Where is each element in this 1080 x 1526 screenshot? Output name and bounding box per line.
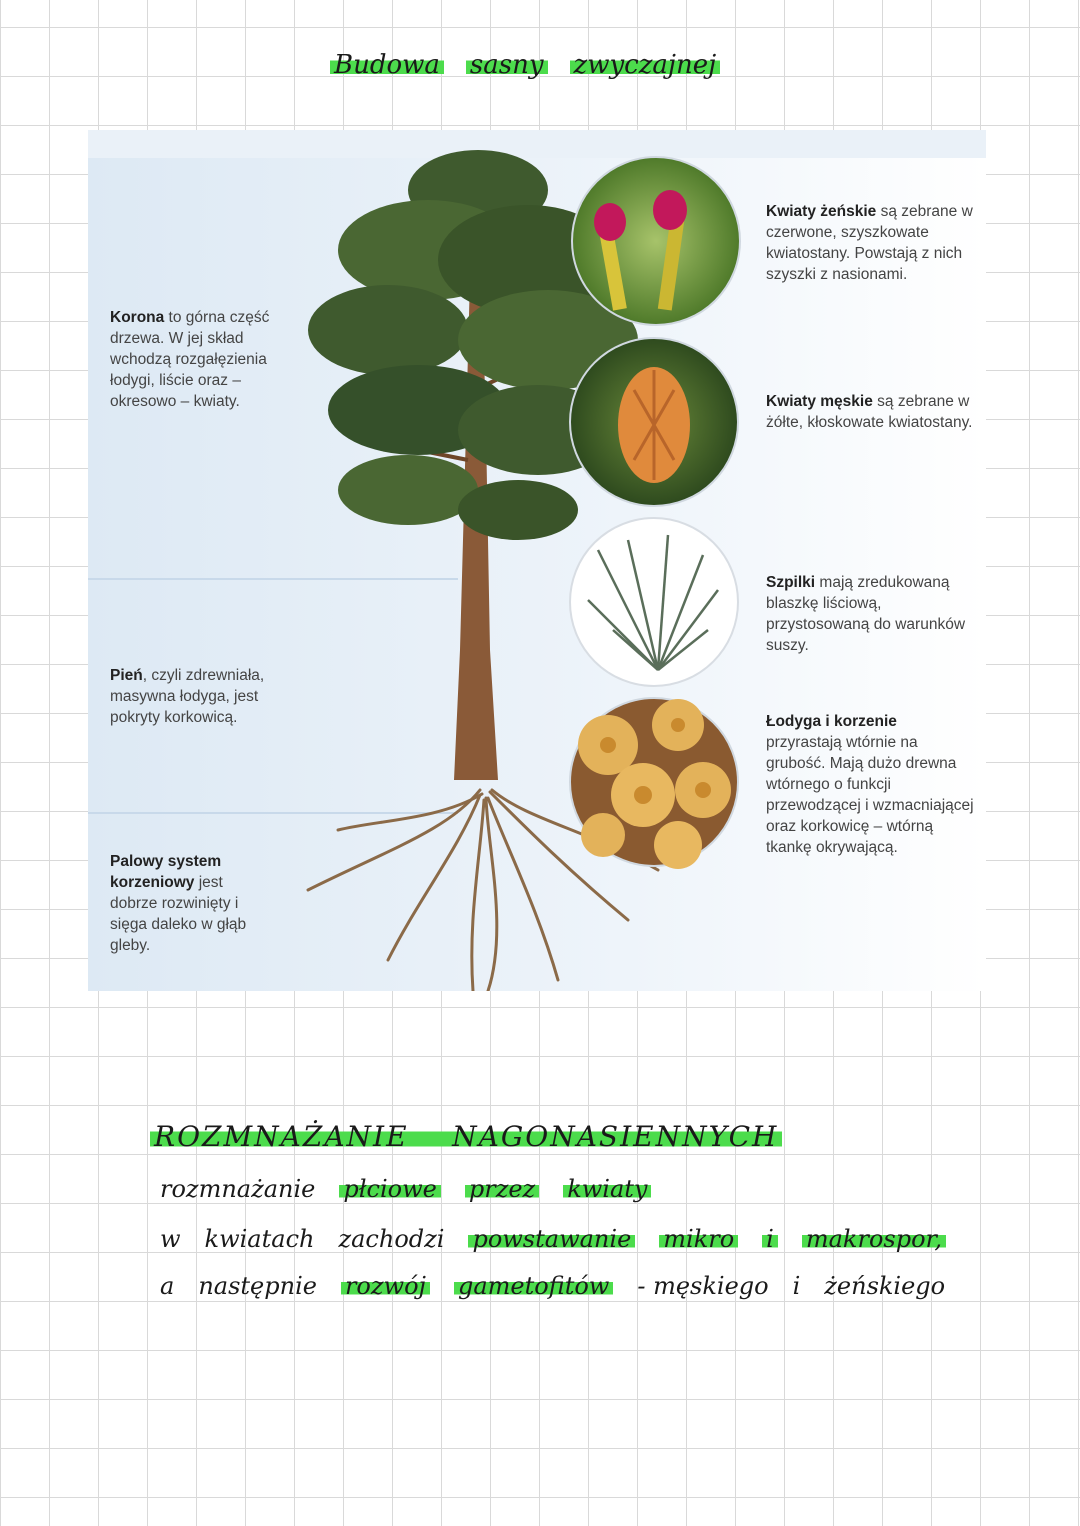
word: i: [792, 1272, 801, 1300]
logs-image: [570, 698, 738, 869]
caption-lodyga: Łodyga i korzenie przyrastają wtórnie na grubość. Mają dużo drewna wtórnego o funkcji przewodzącej i wzmacniającej oraz korkowicę – wtórną tkankę okrywającą.: [766, 713, 974, 856]
caption-korona: Korona to górna część drzewa. W jej skład wchodzą rozgałęzienia łodygi, liście oraz – okresowo – kwiaty.: [110, 309, 270, 410]
caption-korzen: Palowy system korzeniowy jest dobrze rozwinięty i sięga daleko w głąb gleby.: [110, 853, 247, 954]
word: zachodzi: [338, 1225, 445, 1253]
word: a: [160, 1272, 175, 1300]
word: kwiaty: [563, 1175, 651, 1203]
page-title: [330, 50, 742, 80]
word: przez: [465, 1175, 539, 1203]
word: gametofitów: [454, 1272, 613, 1300]
pine-tree-figure: [88, 130, 986, 991]
title-word: zwyczajnej: [570, 50, 721, 80]
word: następnie: [198, 1272, 317, 1300]
word: kwiatach: [204, 1225, 315, 1253]
word: makrospor,: [802, 1225, 946, 1253]
word: żeńskiego: [824, 1272, 946, 1300]
word: w: [160, 1225, 181, 1253]
word: rozwój: [341, 1272, 430, 1300]
caption-pien: Pień, czyli zdrewniała, masywna łodyga, jest pokryty korkowicą.: [110, 667, 265, 726]
caption-szpilki: Szpilki mają zredukowaną blaszkę liściową, przystosowaną do warunków suszy.: [766, 574, 966, 654]
needles-image: [570, 518, 738, 686]
note-line-1: [160, 1175, 675, 1203]
title-word: sasny: [466, 50, 548, 80]
caption-kwiaty-meskie: Kwiaty męskie są zebrane w żółte, kłoskowate kwiatostany.: [766, 393, 973, 431]
note-line-3: [160, 1272, 969, 1300]
female-flowers-image: [572, 157, 740, 325]
word: płciowe: [339, 1175, 440, 1203]
section-heading: [150, 1120, 782, 1153]
word: rozmnażanie: [160, 1175, 316, 1203]
heading-word: ROZMNAŻANIE: [154, 1120, 409, 1153]
heading-word: NAGONASIENNYCH: [452, 1120, 779, 1153]
word: mikro: [659, 1225, 738, 1253]
word: - męskiego: [637, 1272, 769, 1300]
male-flowers-image: [570, 338, 738, 506]
caption-kwiaty-zenskie: Kwiaty żeńskie są zebrane w czerwone, szyszkowate kwiatostany. Powstają z nich szyszki z nasionami.: [766, 203, 973, 283]
note-line-2: [160, 1225, 970, 1253]
word: powstawanie: [468, 1225, 635, 1253]
title-word: Budowa: [330, 50, 444, 80]
word: i: [762, 1225, 778, 1253]
